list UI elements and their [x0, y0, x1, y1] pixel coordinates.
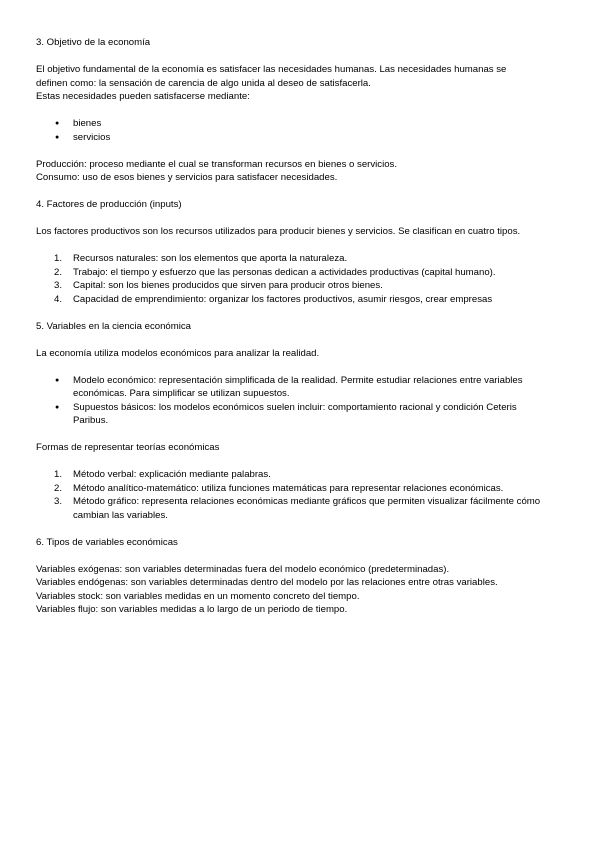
section-4-heading: 4. Factores de producción (inputs) [36, 199, 182, 210]
list-item-text: Método gráfico: representa relaciones económicas mediante gráficos que permiten visualizar fácilmente cómo [73, 496, 541, 507]
definition-consumption: Consumo: uso de esos bienes y servicios para satisfacer necesidades. [36, 172, 338, 183]
variable-flow: Variables flujo: son variables medidas a lo largo de un periodo de tiempo. [36, 604, 348, 615]
list-item [36, 293, 556, 307]
list-item-text: Recursos naturales: son los elementos que aporta la naturaleza. [73, 253, 348, 264]
bullet-icon: ● [55, 403, 60, 411]
list-item [36, 468, 556, 482]
list-item-text: bienes [73, 118, 102, 129]
methods-numbered-list [36, 468, 556, 522]
list-item-text: Modelo económico: representación simplificada de la realidad. Permite estudiar relaciones entre variables [73, 374, 523, 386]
list-number: 1. [54, 469, 63, 480]
list-item [36, 131, 556, 145]
paragraph-line: Estas necesidades pueden satisfacerse mediante: [36, 91, 250, 102]
variable-endogenous: Variables endógenas: son variables determinadas dentro del modelo por las relaciones entre otras variables. [36, 577, 498, 588]
forms-heading: Formas de representar teorías económicas [36, 442, 220, 453]
bullet-icon: ● [55, 376, 60, 384]
bullet-icon: ● [55, 133, 60, 141]
section-5-bullet-list [36, 374, 556, 428]
paragraph-line: definen como: la sensación de carencia de algo unida al deseo de satisfacerla. [36, 77, 371, 89]
section-6-variables [36, 563, 556, 617]
list-number: 2. [54, 482, 63, 494]
section-5-intro: La economía utiliza modelos económicos para analizar la realidad. [36, 347, 320, 359]
variable-stock: Variables stock: son variables medidas en un momento concreto del tiempo. [36, 590, 360, 602]
list-item-text: Capacidad de emprendimiento: organizar los factores productivos, asumir riesgos, crear empresas [73, 293, 493, 305]
list-item-text: económicas. Para simplificar se utilizan supuestos. [73, 388, 290, 399]
variable-exogenous: Variables exógenas: son variables determinadas fuera del modelo económico (predeterminadas). [36, 563, 450, 575]
list-item [36, 117, 556, 131]
list-item [36, 401, 556, 428]
definition-production: Producción: proceso mediante el cual se transforman recursos en bienes o servicios. [36, 158, 398, 170]
list-item-text: Capital: son los bienes producidos que sirven para producir otros bienes. [73, 280, 383, 291]
list-item-text: Método analítico-matemático: utiliza funciones matemáticas para representar relaciones económicas. [73, 482, 504, 494]
section-3-bullet-list [36, 117, 556, 144]
bullet-icon: ● [55, 120, 60, 127]
section-4-intro: Los factores productivos son los recursos utilizados para producir bienes y servicios. Se clasifican en cuatro tipos. [36, 226, 521, 237]
section-6-heading: 6. Tipos de variables económicas [36, 536, 178, 548]
list-item [36, 495, 556, 522]
list-number: 1. [54, 253, 63, 264]
list-item-text: Trabajo: el tiempo y esfuerzo que las personas dedican a actividades productivas (capital humano). [73, 266, 496, 278]
list-item-text: servicios [73, 131, 111, 143]
document-page [36, 36, 556, 617]
list-item [36, 266, 556, 280]
list-number: 2. [54, 266, 63, 278]
list-item [36, 279, 556, 293]
section-3-paragraph [36, 63, 556, 104]
list-number: 4. [54, 293, 63, 305]
paragraph-line: El objetivo fundamental de la economía es satisfacer las necesidades humanas. Las necesidades humanas se [36, 64, 507, 75]
section-4-numbered-list [36, 252, 556, 306]
section-5-heading: 5. Variables en la ciencia económica [36, 320, 192, 332]
list-number: 3. [54, 280, 63, 291]
list-item-text: Paribus. [73, 415, 109, 426]
list-item [36, 252, 556, 266]
list-item-text: cambian las variables. [73, 509, 168, 521]
list-item-text: Método verbal: explicación mediante palabras. [73, 469, 271, 480]
list-item-text: Supuestos básicos: los modelos económicos suelen incluir: comportamiento racional y condición Ceteris [73, 401, 517, 413]
list-item [36, 374, 556, 401]
list-number: 3. [54, 496, 63, 507]
section-3-definitions [36, 158, 556, 185]
section-3-heading: 3. Objetivo de la economía [36, 37, 151, 48]
list-item [36, 482, 556, 496]
